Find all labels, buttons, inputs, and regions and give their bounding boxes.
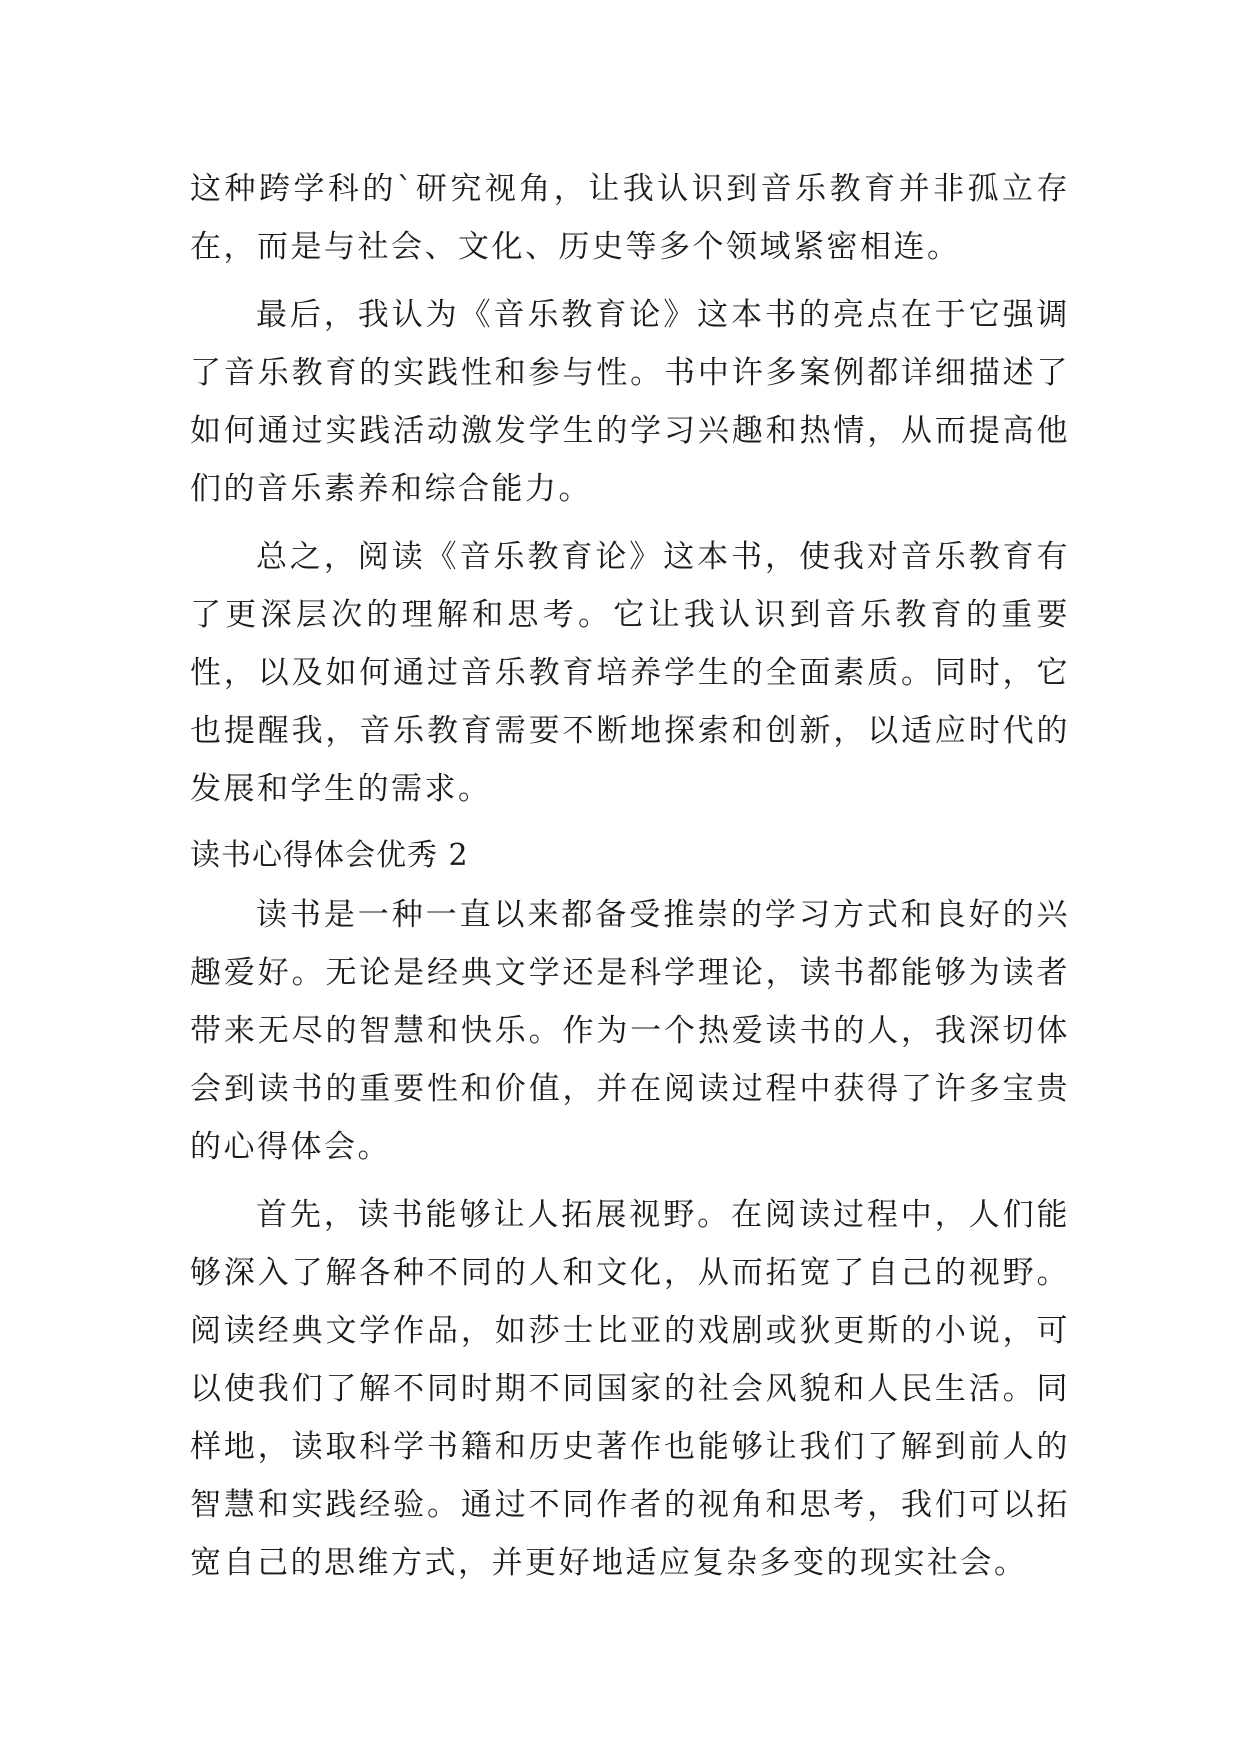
document-body	[190, 160, 1070, 1602]
section-heading: 读书心得体会优秀 2	[190, 838, 469, 873]
paragraph-conclusion-highlight: 最后，我认为《音乐教育论》这本书的亮点在于它强调了音乐教育的实践性和参与性。书中许多案例都详细描述了如何通过实践活动激发学生的学习兴趣和热情，从而提高他们的音乐素养和综合能力。	[190, 297, 1070, 507]
paragraph-continuation: 这种跨学科的`研究视角，让我认识到音乐教育并非孤立存在，而是与社会、文化、历史等多个领域紧密相连。	[190, 171, 1070, 265]
paragraph-summary: 总之，阅读《音乐教育论》这本书，使我对音乐教育有了更深层次的理解和思考。它让我认识到音乐教育的重要性，以及如何通过音乐教育培养学生的全面素质。同时，它也提醒我，音乐教育需要不断地探索和创新，以适应时代的发展和学生的需求。	[190, 539, 1070, 807]
paragraph-first-point: 首先，读书能够让人拓展视野。在阅读过程中，人们能够深入了解各种不同的人和文化，从而拓宽了自己的视野。阅读经典文学作品，如莎士比亚的戏剧或狄更斯的小说，可以使我们了解不同时期不同国家的社会风貌和人民生活。同样地，读取科学书籍和历史著作也能够让我们了解到前人的智慧和实践经验。通过不同作者的视角和思考，我们可以拓宽自己的思维方式，并更好地适应复杂多变的现实社会。	[190, 1197, 1070, 1581]
paragraph-intro: 读书是一种一直以来都备受推崇的学习方式和良好的兴趣爱好。无论是经典文学还是科学理论，读书都能够为读者带来无尽的智慧和快乐。作为一个热爱读书的人，我深切体会到读书的重要性和价值，并在阅读过程中获得了许多宝贵的心得体会。	[190, 897, 1070, 1165]
